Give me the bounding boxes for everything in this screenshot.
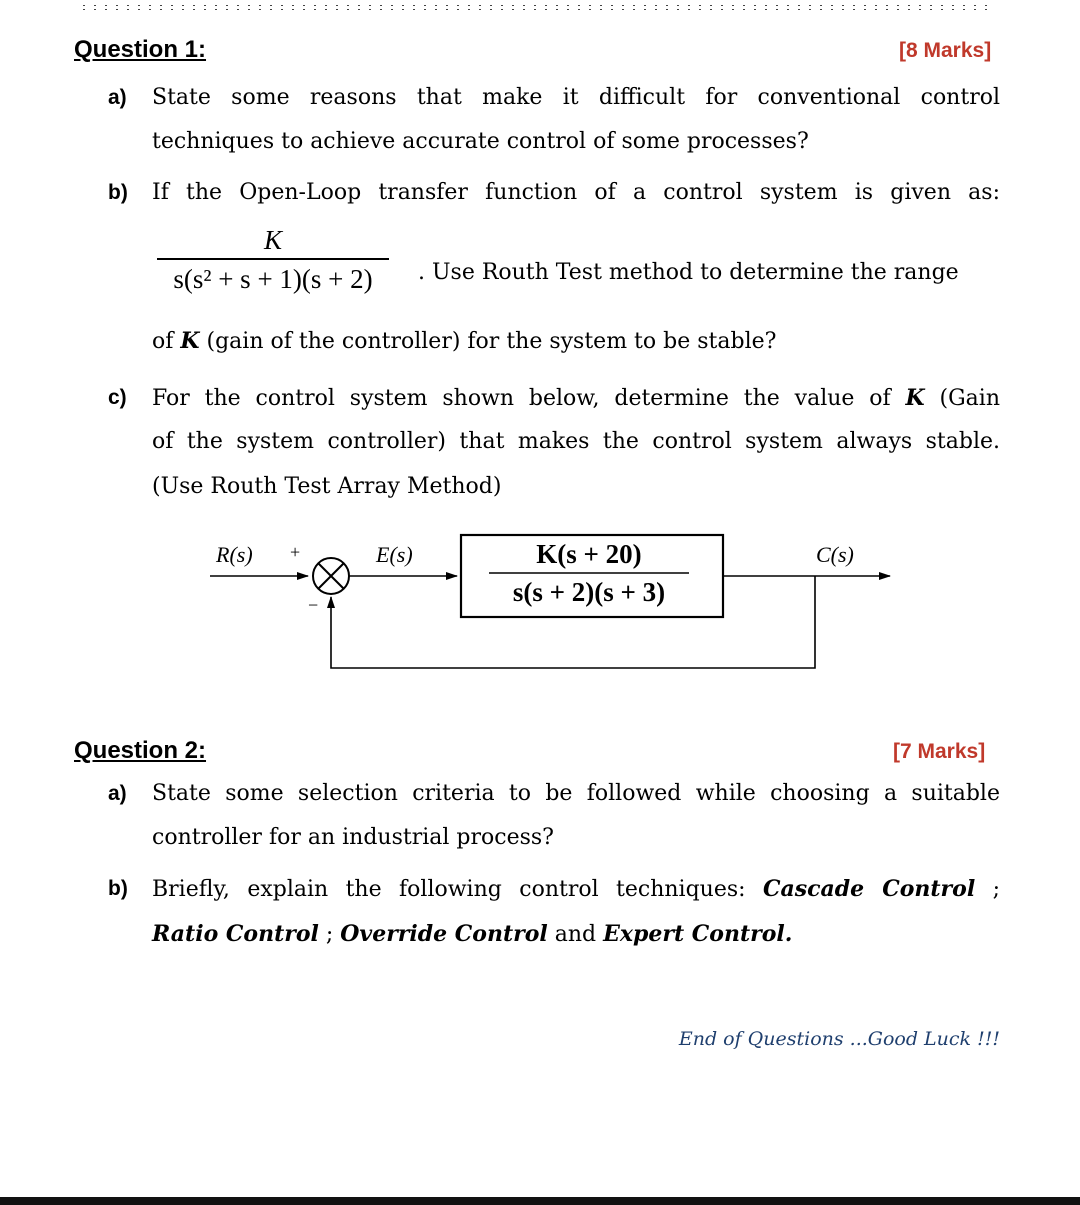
tf-denominator: s(s² + s + 1)(s + 2) (173, 264, 373, 294)
q1c-line2: of the system controller) that makes the control system always stable. (152, 429, 1000, 454)
question-1-title: Question 1: (74, 36, 207, 63)
q1b-transfer-function (155, 222, 391, 298)
end-of-questions: End of Questions ...Good Luck !!! (678, 1028, 1000, 1050)
block-denominator: s(s + 2)(s + 3) (512, 577, 666, 607)
q1c-line1: For the control system shown below, determine the value of K (Gain (152, 385, 1000, 411)
block-diagram (200, 525, 900, 685)
q1c-label: c) (108, 386, 127, 409)
input-label: R(s) (216, 542, 253, 567)
plus-sign: + (290, 542, 301, 562)
q1a-line1: State some reasons that make it difficult for conventional control (152, 85, 1000, 110)
question-2-marks: [7 Marks] (893, 740, 986, 763)
top-rule-dashes (74, 5, 992, 11)
question-2-title: Question 2: (74, 737, 207, 764)
q2b-line1: Briefly, explain the following control techniques: Cascade Control ; (152, 876, 1001, 902)
q2b-line2: Ratio Control ; Override Control and Expert Control. (152, 921, 793, 947)
term-cascade-control: Cascade Control (762, 876, 976, 902)
tf-numerator: K (263, 225, 282, 255)
term-ratio-control: Ratio Control (152, 921, 319, 947)
block-numerator: K(s + 20) (536, 539, 642, 569)
question-1-marks: [8 Marks] (899, 39, 992, 62)
q2a-line1: State some selection criteria to be followed while choosing a suitable (152, 781, 1000, 806)
output-label: C(s) (816, 542, 854, 567)
q1c-line3: (Use Routh Test Array Method) (152, 474, 502, 499)
term-expert-control: Expert Control. (603, 921, 793, 947)
q2a-label: a) (108, 782, 127, 805)
term-override-control: Override Control (340, 921, 548, 947)
k-symbol: K (905, 385, 925, 411)
q1b-line3: of K (gain of the controller) for the system to be stable? (152, 328, 777, 354)
k-symbol: K (180, 328, 200, 354)
q1a-label: a) (108, 86, 127, 109)
q1a-line2: techniques to achieve accurate control of some processes? (152, 129, 809, 154)
q2b-label: b) (108, 877, 128, 900)
error-label: E(s) (376, 542, 413, 567)
minus-sign: − (308, 595, 319, 615)
bottom-bar (0, 1197, 1080, 1205)
q1b-line1: If the Open-Loop transfer function of a control system is given as: (152, 180, 1000, 205)
q1b-line2: . Use Routh Test method to determine the range (418, 260, 959, 285)
q1b-label: b) (108, 181, 128, 204)
summing-junction (313, 558, 349, 594)
q2a-line2: controller for an industrial process? (152, 825, 554, 850)
